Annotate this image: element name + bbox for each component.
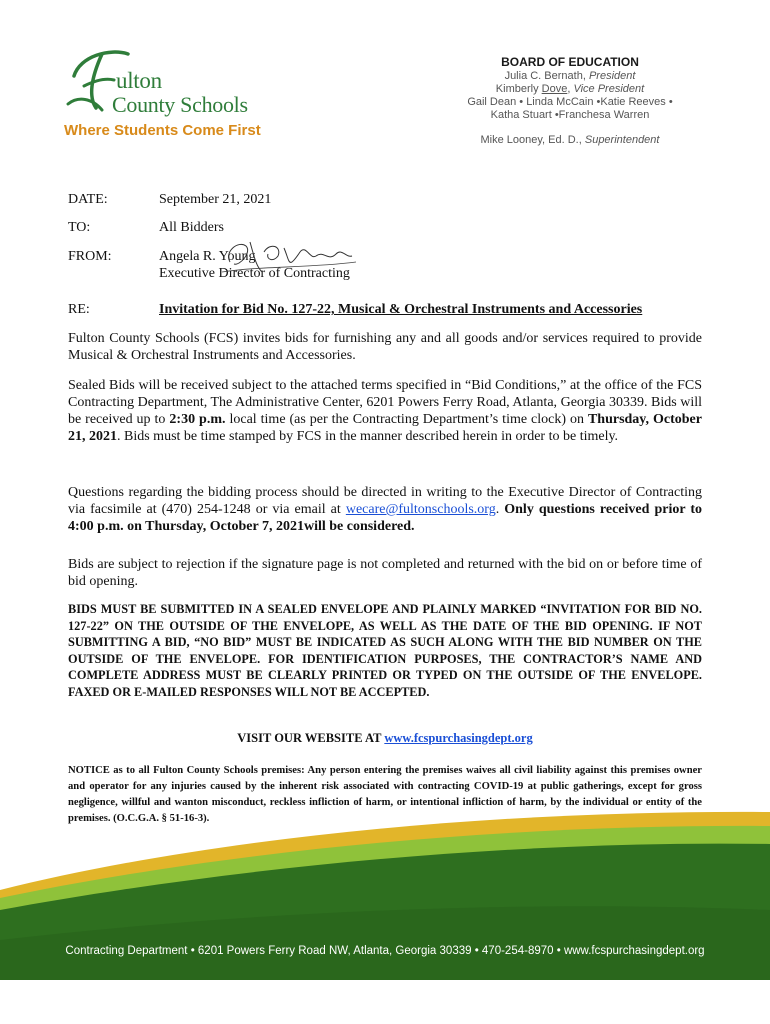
footer-wave-graphic bbox=[0, 800, 770, 1024]
to-label: TO: bbox=[68, 220, 91, 235]
signature-image bbox=[220, 232, 360, 282]
covid-notice: NOTICE as to all Fulton County Schools premises: Any person entering the premises waives all civil liability against this premises owner and operator for any injuries caused by the inherent risk associated with contracting COVID-19 at public gatherings, except for gross negligence, willful and wanton misconduct, reckless infliction of harm, or intentional infliction of harm, by the individual or entity of the premises. (O.C.G.A. § 51-16-3). bbox=[68, 765, 702, 824]
board-members-2: Katha Stuart •Franchesa Warren bbox=[490, 109, 650, 121]
date-label: DATE: bbox=[68, 192, 108, 207]
email-link[interactable]: wecare@fultonschools.org bbox=[345, 502, 496, 517]
fcs-logo bbox=[62, 46, 262, 146]
website-line: VISIT OUR WEBSITE AT www.fcspurchasingdept.org bbox=[237, 731, 533, 745]
footer-contact: Contracting Department • 6201 Powers Ferry Road NW, Atlanta, Georgia 30339 • 470-254-8970 • www.fcspurchasingdept.org bbox=[65, 945, 705, 957]
to-value: All Bidders bbox=[159, 220, 224, 235]
website-link[interactable]: www.fcspurchasingdept.org bbox=[384, 731, 533, 745]
paragraph-submission-instructions: BIDS MUST BE SUBMITTED IN A SEALED ENVELOPE AND PLAINLY MARKED “INVITATION FOR BID NO. 127-22” ON THE OUTSIDE OF THE ENVELOPE, AS WELL AS THE DATE OF THE BID OPENING. IF NOT SUBMITTING A BID, “NO BID” MUST BE INDICATED AS SUCH ALONG WITH THE BID NUMBER ON THE OUTSIDE OF THE ENVELOPE. FOR IDENTIFICATION PURPOSES, THE CONTRACTOR’S NAME AND COMPLETE ADDRESS MUST BE CLEARLY PRINTED OR TYPED ON THE OUTSIDE OF THE ENVELOPE. FAXED OR E-MAILED RESPONSES WILL NOT BE ACCEPTED. bbox=[68, 602, 702, 699]
re-value: Invitation for Bid No. 127-22, Musical & Orchestral Instruments and Accessories bbox=[159, 302, 643, 317]
board-president: Julia C. Bernath, President bbox=[504, 70, 636, 82]
board-members-1: Gail Dean • Linda McCain •Katie Reeves • bbox=[467, 96, 673, 108]
logo-line-2: County Schools bbox=[112, 92, 248, 117]
board-of-education-header bbox=[440, 56, 700, 147]
paragraph-sealed-bids: Sealed Bids will be received subject to the attached terms specified in “Bid Conditions,” at the office of the FCS Contracting Department, The Administrative Center, 6201 Powers Ferry Road, Atlanta, Georgia 30339. Bids will be received up to 2:30 p.m. local time (as per the Contracting Department’s time clock) on Thursday, October 21, 2021. Bids must be time stamped by FCS in the manner described herein in order to be timely. bbox=[68, 378, 702, 444]
from-title: Executive Director of Contracting bbox=[159, 266, 350, 281]
from-name: Angela R. Young bbox=[159, 249, 256, 264]
paragraph-questions: Questions regarding the bidding process should be directed in writing to the Executive Director of Contracting via facsimile at (470) 254-1248 or via email at wecare@fultonschools.org. Only questions received prior to 4:00 p.m. on Thursday, October 7, 2021will be considered. bbox=[68, 485, 702, 534]
board-title: BOARD OF EDUCATION bbox=[501, 55, 639, 69]
board-superintendent: Mike Looney, Ed. D., Superintendent bbox=[480, 134, 660, 146]
re-label: RE: bbox=[68, 302, 90, 317]
date-value: September 21, 2021 bbox=[159, 192, 272, 207]
from-label: FROM: bbox=[68, 249, 112, 264]
paragraph-intro: Fulton County Schools (FCS) invites bids for furnishing any and all goods and/or services required to provide Musical & Orchestral Instruments and Accessories. bbox=[68, 331, 702, 363]
logo-tagline: Where Students Come First bbox=[64, 122, 261, 139]
paragraph-rejection: Bids are subject to rejection if the signature page is not completed and returned with the bid on or before time of bid opening. bbox=[68, 557, 702, 589]
logo-line-1: ulton bbox=[116, 68, 162, 93]
board-vice-president: Kimberly Dove, Vice President bbox=[495, 83, 645, 95]
